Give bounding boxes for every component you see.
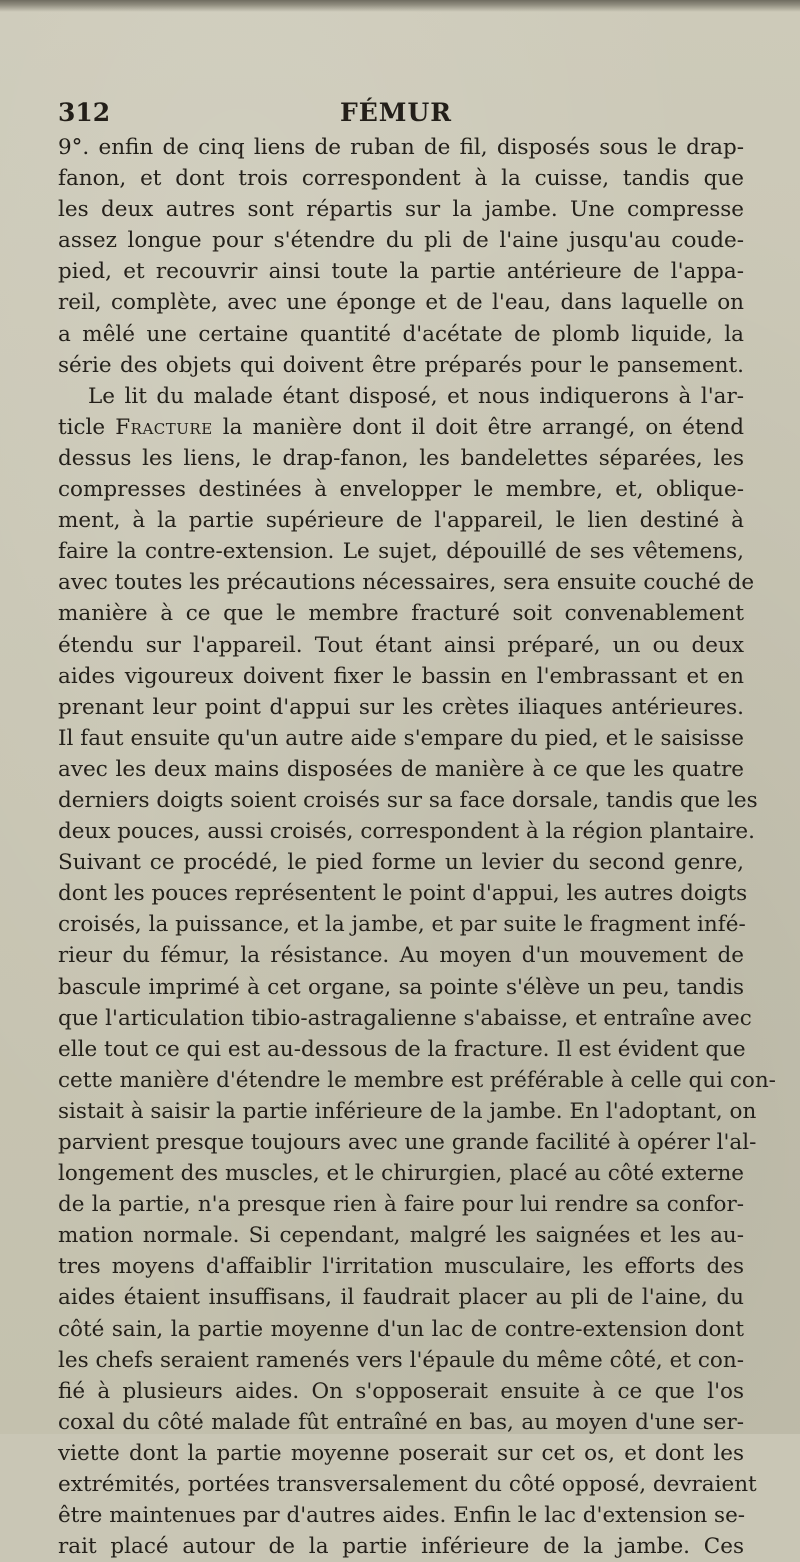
running-title: FÉMUR <box>340 98 453 127</box>
text-line <box>58 412 744 443</box>
text-line: compresses destinées à envelopper le membre, et, oblique- <box>58 477 744 503</box>
text-line: dont les pouces représentent le point d'appui, les autres doigts <box>58 881 748 907</box>
text-line: mation normale. Si cependant, malgré les saignées et les au- <box>58 1223 744 1249</box>
text-line: Il faut ensuite qu'un autre aide s'empare du pied, et le saisisse <box>58 725 744 751</box>
text-line: aides vigoureux doivent fixer le bassin en l'embrassant et en <box>58 663 744 689</box>
body-text <box>58 132 776 1562</box>
text-line: extrémités, portées transversalement du côté opposé, devraient <box>58 1472 757 1498</box>
small-caps-term: Fracture <box>115 414 213 440</box>
text-line: prenant leur point d'appui sur les crètes iliaques antérieures. <box>58 694 744 720</box>
text-line: derniers doigts soient croisés sur sa face dorsale, tandis que les <box>58 787 758 813</box>
text-line: parvient presque toujours avec une grande facilité à opérer l'al- <box>58 1130 757 1155</box>
text-line: 9°. enfin de cinq liens de ruban de fil, disposés sous le drap- <box>58 135 744 160</box>
text-segment: ticle <box>58 414 106 440</box>
text-line: les deux autres sont répartis sur la jambe. Une compresse <box>58 197 744 223</box>
text-line: croisés, la puissance, et la jambe, et par suite le fragment infé- <box>58 912 746 938</box>
text-line: a mêlé une certaine quantité d'acétate de plomb liquide, la <box>58 321 744 347</box>
text-line: Le lit du malade étant disposé, et nous indiquerons à l'ar- <box>88 383 744 409</box>
text-line: dessus les liens, le drap-fanon, les bandelettes séparées, les <box>58 445 744 471</box>
page-top-edge <box>0 0 800 12</box>
text-segment: la manière dont il doit être arrangé, on étend <box>212 414 744 440</box>
text-line: cette manière d'étendre le membre est préférable à celle qui con- <box>58 1067 776 1093</box>
text-line: sistait à saisir la partie inférieure de la jambe. En l'adoptant, on <box>58 1098 757 1124</box>
text-line: reil, complète, avec une éponge et de l'eau, dans laquelle on <box>58 290 744 316</box>
text-line: fanon, et dont trois correspondent à la cuisse, tandis que <box>58 166 744 192</box>
text-line: bascule imprimé à cet organe, sa pointe s'élève un peu, tandis <box>58 974 744 1000</box>
text-line: que l'articulation tibio-astragalienne s'abaisse, et entraîne avec <box>58 1005 752 1031</box>
text-line: avec les deux mains disposées de manière à ce que les quatre <box>58 756 744 782</box>
text-line: viette dont la partie moyenne poserait sur cet os, et dont les <box>58 1440 744 1466</box>
text-line: aides étaient insuffisans, il faudrait placer au pli de l'aine, du <box>58 1285 744 1311</box>
text-line: de la partie, n'a presque rien à faire pour lui rendre sa confor- <box>58 1192 744 1218</box>
text-line: rieur du fémur, la résistance. Au moyen d'un mouvement de <box>58 943 744 969</box>
text-line: faire la contre-extension. Le sujet, dépouillé de ses vêtemens, <box>58 539 744 565</box>
text-line: être maintenues par d'autres aides. Enfin le lac d'extension se- <box>58 1503 746 1529</box>
text-line: assez longue pour s'étendre du pli de l'aine jusqu'au coude- <box>58 228 744 254</box>
text-line: longement des muscles, et le chirurgien, placé au côté externe <box>58 1161 745 1187</box>
text-line: étendu sur l'appareil. Tout étant ainsi préparé, un ou deux <box>58 632 744 658</box>
text-line: elle tout ce qui est au-dessous de la fracture. Il est évident que <box>58 1036 746 1062</box>
text-line: coxal du côté malade fût entraîné en bas, au moyen d'une ser- <box>58 1409 744 1435</box>
text-line: manière à ce que le membre fracturé soit convenablement <box>58 601 744 627</box>
text-line: deux pouces, aussi croisés, correspondent à la région plantaire. <box>58 819 755 845</box>
text-line: rait placé autour de la partie inférieure de la jambe. Ces <box>58 1534 744 1560</box>
text-line: pied, et recouvrir ainsi toute la partie antérieure de l'appa- <box>58 259 744 285</box>
text-line: Suivant ce procédé, le pied forme un levier du second genre, <box>58 850 744 876</box>
page-number: 312 <box>58 98 111 127</box>
text-line: côté sain, la partie moyenne d'un lac de contre-extension dont <box>58 1316 744 1342</box>
text-line: les chefs seraient ramenés vers l'épaule du même côté, et con- <box>58 1347 744 1373</box>
text-line: ment, à la partie supérieure de l'appareil, le lien destiné à <box>58 508 744 534</box>
text-line: série des objets qui doivent être préparés pour le pansement. <box>58 352 744 378</box>
text-line: fié à plusieurs aides. On s'opposerait ensuite à ce que l'os <box>58 1378 744 1404</box>
text-line: avec toutes les précautions nécessaires, sera ensuite couché de <box>58 570 755 596</box>
text-line: tres moyens d'affaiblir l'irritation musculaire, les efforts des <box>58 1254 744 1280</box>
